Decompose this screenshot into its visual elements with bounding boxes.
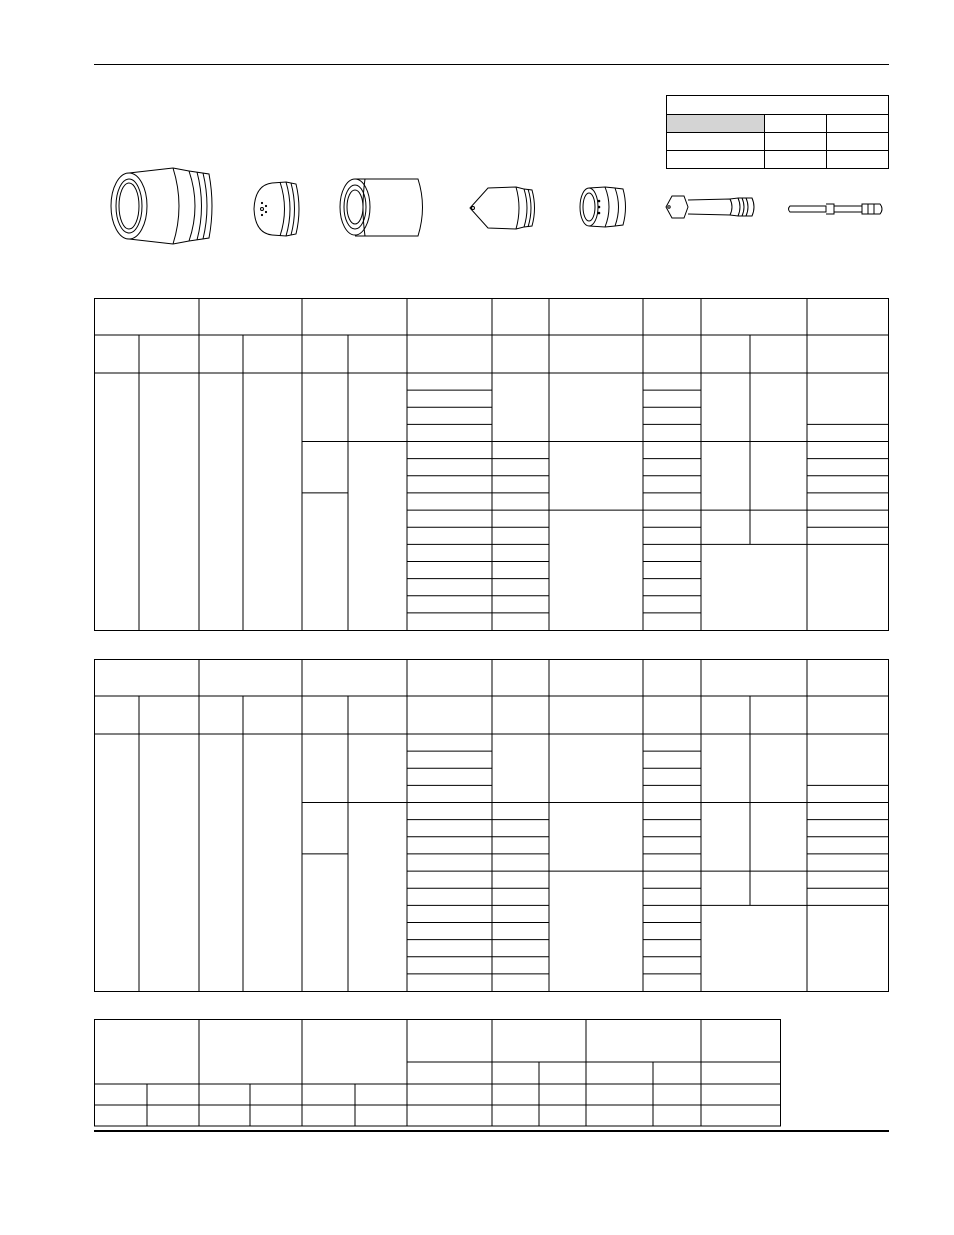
- table-border: [95, 1020, 781, 1127]
- process-table-2: [95, 659, 889, 992]
- process-table-3: [95, 1020, 781, 1127]
- process-table-1: [95, 298, 889, 631]
